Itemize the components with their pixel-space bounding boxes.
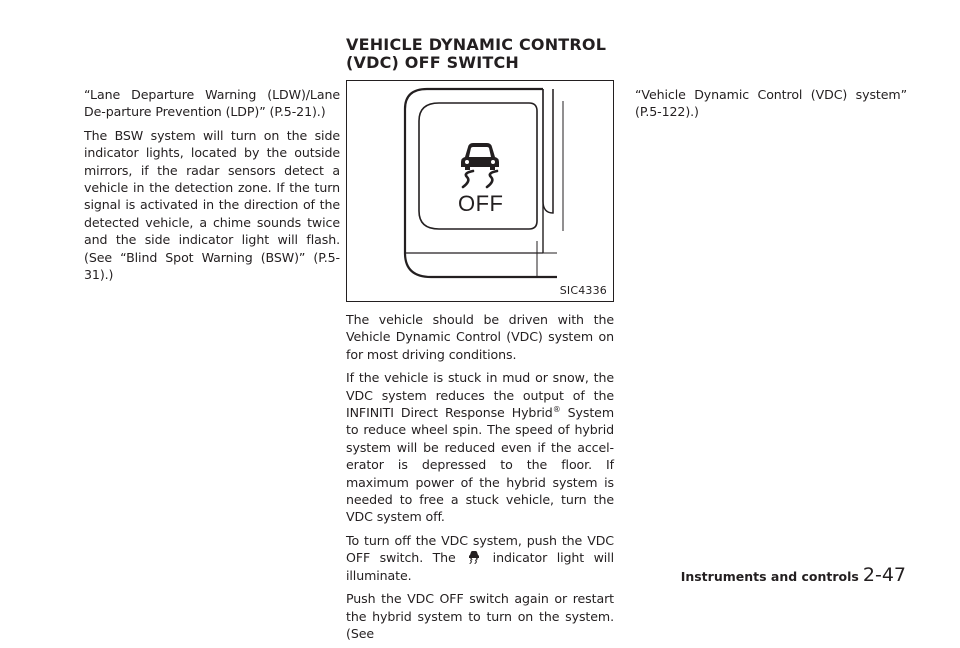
skid-marks <box>463 171 497 187</box>
middle-paragraph-1: The vehicle should be driven with the Vehicle Dynamic Control (VDC) system on for most driving conditions. <box>346 312 614 362</box>
left-paragraph-1: “Lane Departure Warning (LDW)/Lane De-parture Prevention (LDP)” (P.5-21).) <box>84 87 340 120</box>
middle-paragraph-4: Push the VDC OFF switch again or restart the hybrid system to turn on the system. (See <box>346 591 614 641</box>
left-column <box>84 86 340 289</box>
page-footer <box>681 564 906 586</box>
middle-paragraph-2-end: System to reduce wheel spin. The speed of hybrid system will be reduced even if the accel-erator is depressed to the floor. If maximum power of the hybrid system is needed to free a stuck vehicle, turn the VDC system off. <box>346 405 614 525</box>
middle-paragraph-2-start: If the vehicle is stuck in mud or snow, the VDC system reduces the output of the INFINITI Direct Response Hybrid <box>346 370 614 421</box>
section-heading-line-1: VEHICLE DYNAMIC CONTROL <box>346 35 607 54</box>
section-heading-line-2: (VDC) OFF SWITCH <box>346 53 520 72</box>
vdc-off-switch-figure <box>346 80 614 302</box>
switch-off-label: OFF <box>458 191 504 216</box>
section-heading <box>346 36 606 72</box>
right-paragraph-1: “Vehicle Dynamic Control (VDC) system” (P.5-122).) <box>635 87 907 120</box>
left-paragraph-2: The BSW system will turn on the side indicator lights, located by the outside mirrors, if the radar sensors detect a vehicle in the detection zone. If the turn signal is activated in the direction of the detected vehicle, a chime sounds twice and the side indicator light will flash. (See “Blind Spot Warning (BSW)” (P.5-31).) <box>84 127 340 283</box>
vdc-skid-car-icon <box>461 143 499 170</box>
middle-paragraph-3 <box>346 532 614 584</box>
middle-paragraph-2 <box>346 369 614 526</box>
figure-code: SIC4336 <box>559 284 607 297</box>
footer-section-title: Instruments and controls <box>680 569 859 584</box>
right-column <box>635 86 907 127</box>
middle-column <box>346 311 614 648</box>
page-number: 2-47 <box>862 564 906 586</box>
middle-paragraph-3-start: To turn off the VDC system, push the VDC OFF switch. The <box>346 532 614 566</box>
registered-mark: ® <box>552 404 561 414</box>
middle-paragraph-3-end: indicator light will illuminate. <box>346 550 614 583</box>
vdc-indicator-icon <box>465 550 483 564</box>
